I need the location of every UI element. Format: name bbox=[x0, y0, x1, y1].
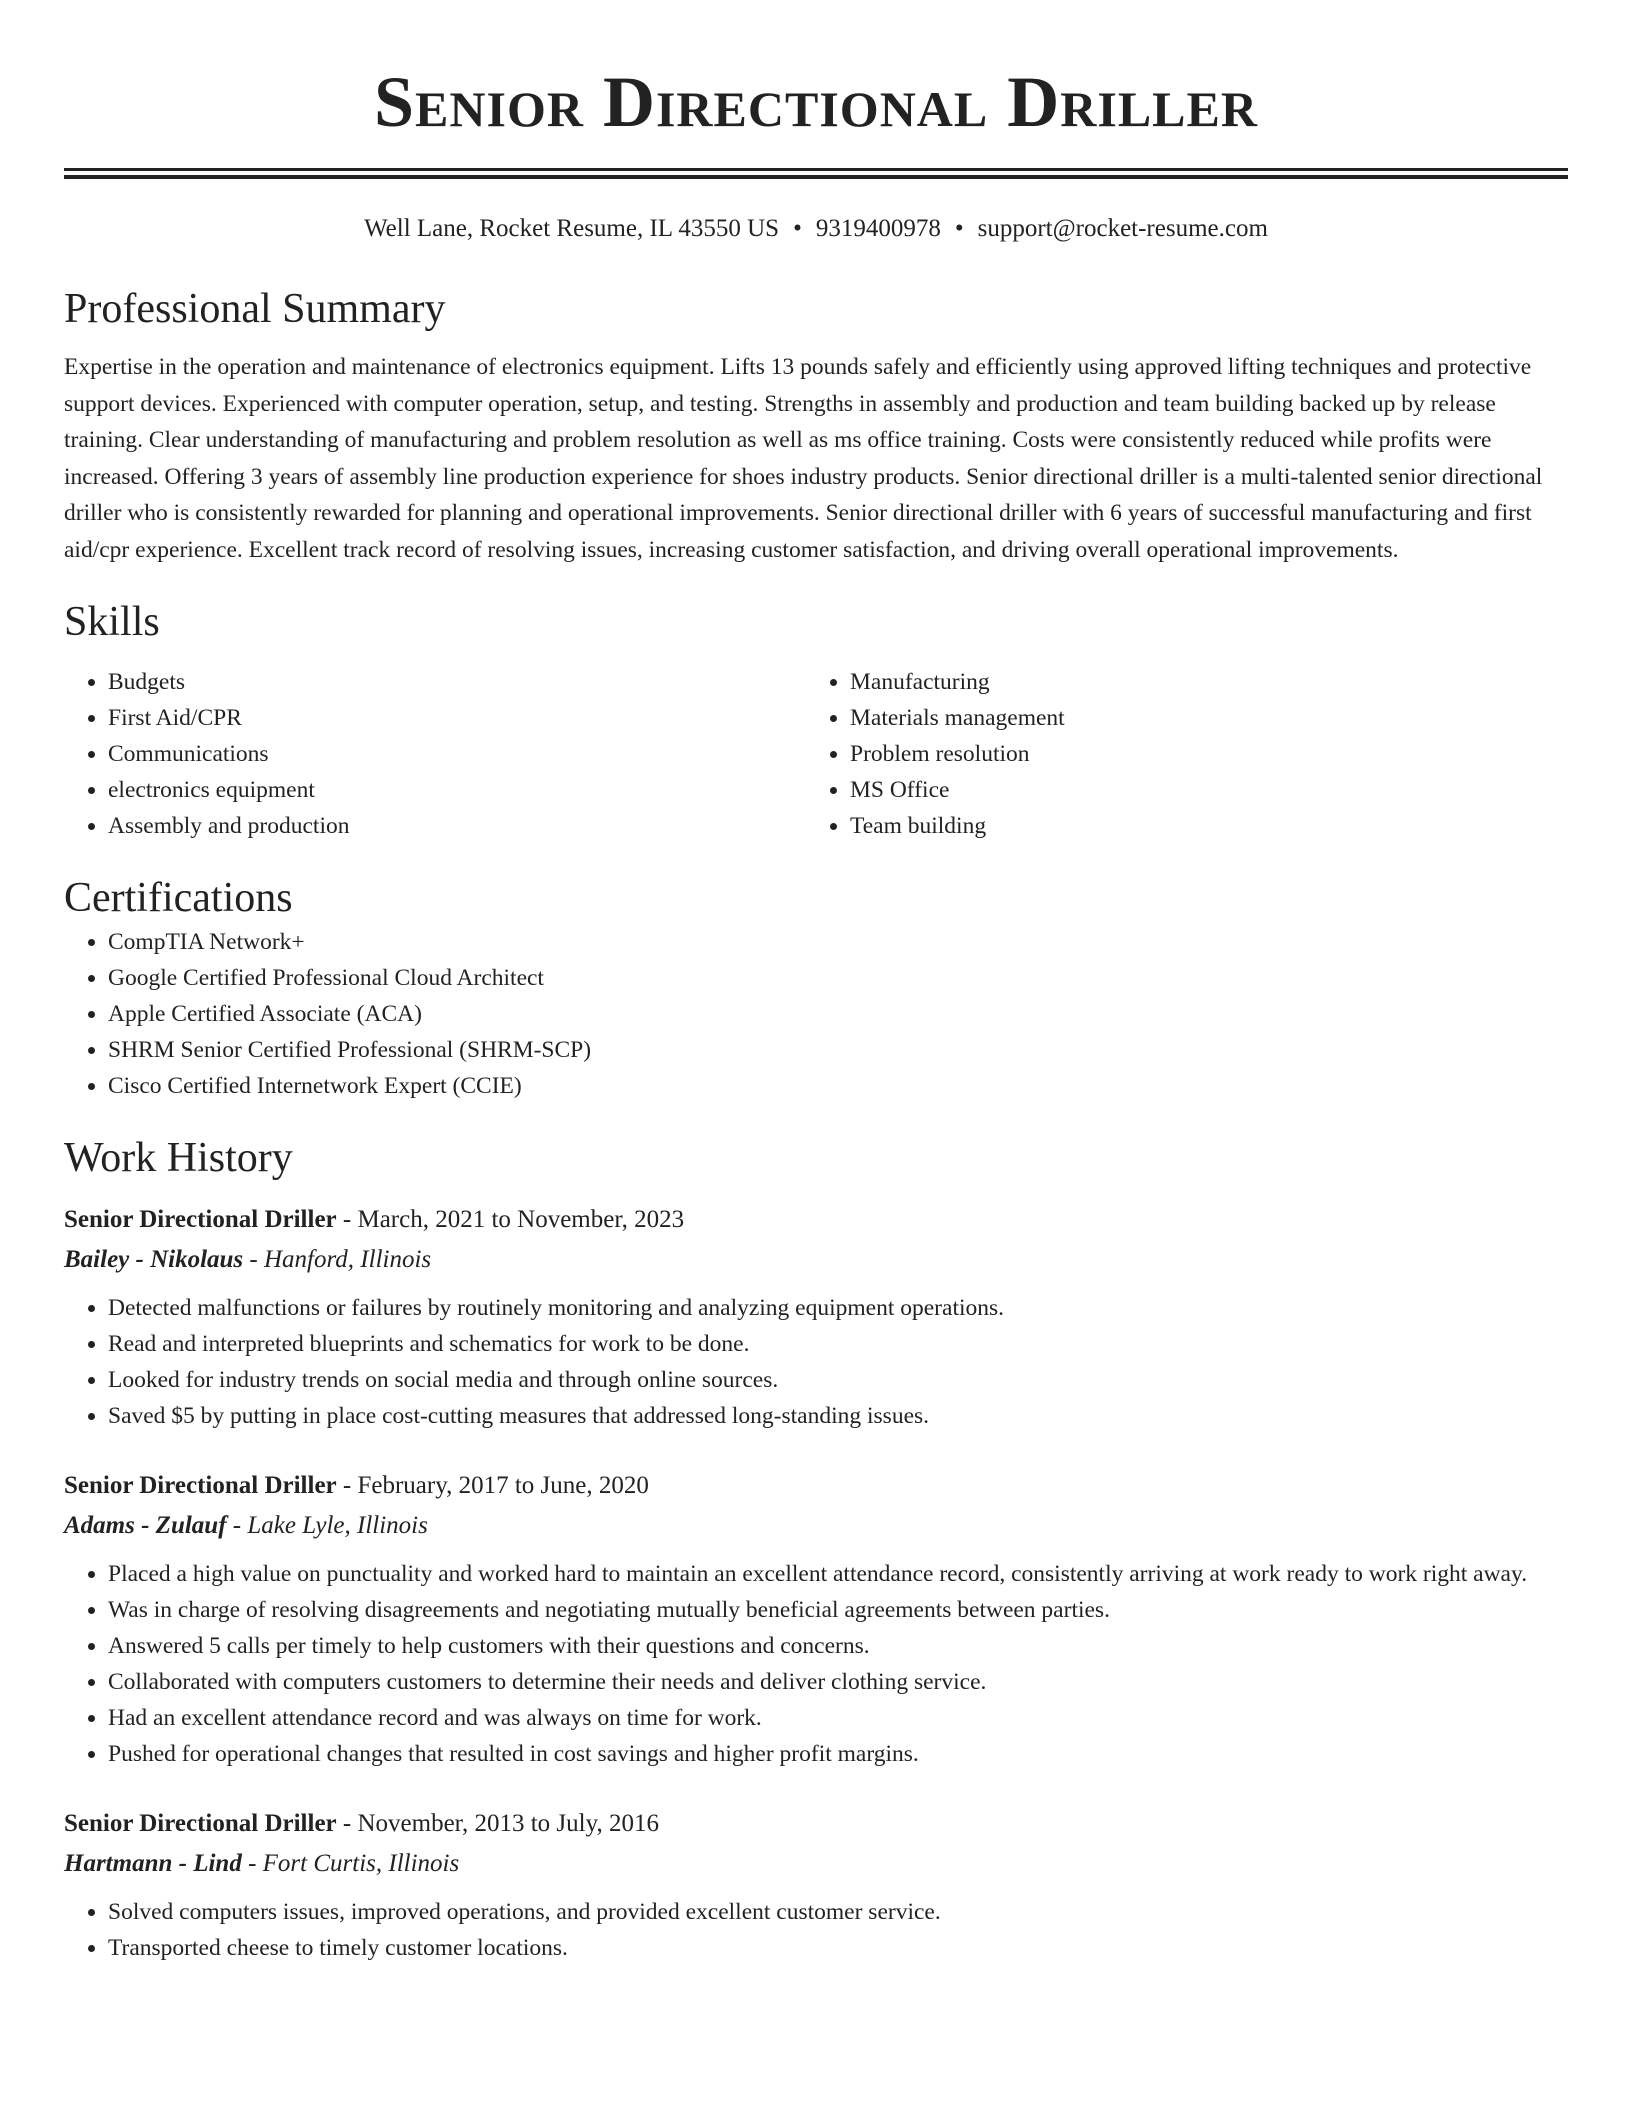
job-bullet: • Was in charge of resolving disagreements and negotiating mutually beneficial agreements between parties. bbox=[108, 1592, 1568, 1628]
job-bullet: • Detected malfunctions or failures by routinely monitoring and analyzing equipment operations. bbox=[108, 1290, 1568, 1326]
certifications-list bbox=[64, 924, 1568, 1104]
job-entry bbox=[64, 1466, 1568, 1772]
job-bullet: • Read and interpreted blueprints and schematics for work to be done. bbox=[108, 1326, 1568, 1362]
job-dash: - bbox=[336, 1472, 358, 1499]
job-employer bbox=[64, 1844, 1568, 1884]
skills-list bbox=[64, 664, 1568, 844]
skill-item: • Communications bbox=[108, 736, 806, 772]
job-bullet: • Placed a high value on punctuality and worked hard to maintain an excellent attendance record, consistently arriving at work ready to work right away. bbox=[108, 1556, 1568, 1592]
summary-text: Expertise in the operation and maintenance of electronics equipment. Lifts 13 pounds safely and efficiently using approved lifting techniques and protective support devices. Experienced with computer operation, setup, and testing. Strengths in assembly and production and team building backed up by release training. Clear understanding of manufacturing and problem resolution as well as ms office training. Costs were consistently reduced while profits were increased. Offering 3 years of assembly line production experience for shoes industry products. Senior directional driller is a multi-talented senior directional driller who is consistently rewarded for planning and operational improvements. Senior directional driller with 6 years of successful manufacturing and first aid/cpr experience. Excellent track record of resolving issues, increasing customer satisfaction, and driving overall operational improvements. bbox=[64, 354, 1543, 563]
job-company: Hartmann - Lind bbox=[64, 1850, 242, 1877]
job-bullet: • Pushed for operational changes that resulted in cost savings and higher profit margins. bbox=[108, 1736, 1568, 1772]
skill-item: • Budgets bbox=[108, 664, 806, 700]
skill-item: • Materials management bbox=[850, 700, 1548, 736]
skills-column-left bbox=[64, 664, 806, 844]
skill-item: • Manufacturing bbox=[850, 664, 1548, 700]
certification-item: • SHRM Senior Certified Professional (SHRM-SCP) bbox=[108, 1032, 1568, 1068]
job-header bbox=[64, 1466, 1568, 1506]
skill-item: • Problem resolution bbox=[850, 736, 1548, 772]
resume-page bbox=[64, 0, 1568, 1966]
job-dash: - bbox=[241, 1850, 263, 1877]
job-company: Bailey - Nikolaus bbox=[64, 1246, 244, 1273]
skill-item: • electronics equipment bbox=[108, 772, 806, 808]
certifications-heading: Certifications bbox=[64, 875, 293, 921]
job-header bbox=[64, 1200, 1568, 1240]
job-dates: February, 2017 to June, 2020 bbox=[357, 1472, 649, 1499]
contact-separator: • bbox=[954, 215, 964, 242]
job-bullet: • Solved computers issues, improved operations, and provided excellent customer service. bbox=[108, 1894, 1568, 1930]
skill-item: • MS Office bbox=[850, 772, 1548, 808]
work-history-heading: Work History bbox=[64, 1135, 293, 1181]
job-header bbox=[64, 1804, 1568, 1844]
job-bullets bbox=[64, 1290, 1568, 1434]
contact-address: Well Lane, Rocket Resume, IL 43550 US bbox=[364, 215, 780, 242]
job-role: Senior Directional Driller bbox=[64, 1472, 337, 1499]
contact-phone: 9319400978 bbox=[815, 215, 941, 242]
job-location: Fort Curtis, Illinois bbox=[262, 1850, 460, 1877]
contact-line bbox=[64, 213, 1568, 245]
job-dates: November, 2013 to July, 2016 bbox=[357, 1810, 659, 1837]
job-dash: - bbox=[336, 1810, 358, 1837]
summary-heading: Professional Summary bbox=[64, 286, 446, 332]
job-dash: - bbox=[243, 1246, 264, 1273]
title-divider bbox=[64, 168, 1568, 179]
contact-separator: • bbox=[793, 215, 802, 242]
job-dates: March, 2021 to November, 2023 bbox=[357, 1206, 685, 1233]
job-employer bbox=[64, 1506, 1568, 1546]
certification-item: • Apple Certified Associate (ACA) bbox=[108, 996, 1568, 1032]
job-location: Hanford, Illinois bbox=[264, 1246, 432, 1273]
skill-item: • First Aid/CPR bbox=[108, 700, 806, 736]
job-bullets bbox=[64, 1894, 1568, 1966]
resume-title: Senior Directional Driller bbox=[374, 62, 1258, 142]
job-bullet: • Collaborated with computers customers to determine their needs and deliver clothing service. bbox=[108, 1664, 1568, 1700]
job-bullet: • Had an excellent attendance record and was always on time for work. bbox=[108, 1700, 1568, 1736]
job-role: Senior Directional Driller bbox=[64, 1810, 337, 1837]
job-entry bbox=[64, 1200, 1568, 1434]
certification-item: • Cisco Certified Internetwork Expert (CCIE) bbox=[108, 1068, 1568, 1104]
job-dash: - bbox=[336, 1206, 358, 1233]
certification-item: • CompTIA Network+ bbox=[108, 924, 1568, 960]
certification-item: • Google Certified Professional Cloud Architect bbox=[108, 960, 1568, 996]
job-location: Lake Lyle, Illinois bbox=[247, 1512, 428, 1539]
contact-email: support@rocket-resume.com bbox=[977, 215, 1268, 242]
job-company: Adams - Zulauf bbox=[64, 1512, 227, 1539]
job-bullet: • Answered 5 calls per timely to help customers with their questions and concerns. bbox=[108, 1628, 1568, 1664]
job-bullet: • Saved $5 by putting in place cost-cutting measures that addressed long-standing issues. bbox=[108, 1398, 1568, 1434]
job-employer bbox=[64, 1240, 1568, 1280]
job-bullets bbox=[64, 1556, 1568, 1772]
skills-heading: Skills bbox=[64, 599, 160, 645]
job-bullet: • Looked for industry trends on social media and through online sources. bbox=[108, 1362, 1568, 1398]
skill-item: • Assembly and production bbox=[108, 808, 806, 844]
skill-item: • Team building bbox=[850, 808, 1548, 844]
skills-column-right bbox=[806, 664, 1548, 844]
job-entry bbox=[64, 1804, 1568, 1966]
job-role: Senior Directional Driller bbox=[64, 1206, 337, 1233]
job-bullet: • Transported cheese to timely customer locations. bbox=[108, 1930, 1568, 1966]
job-dash: - bbox=[226, 1512, 248, 1539]
